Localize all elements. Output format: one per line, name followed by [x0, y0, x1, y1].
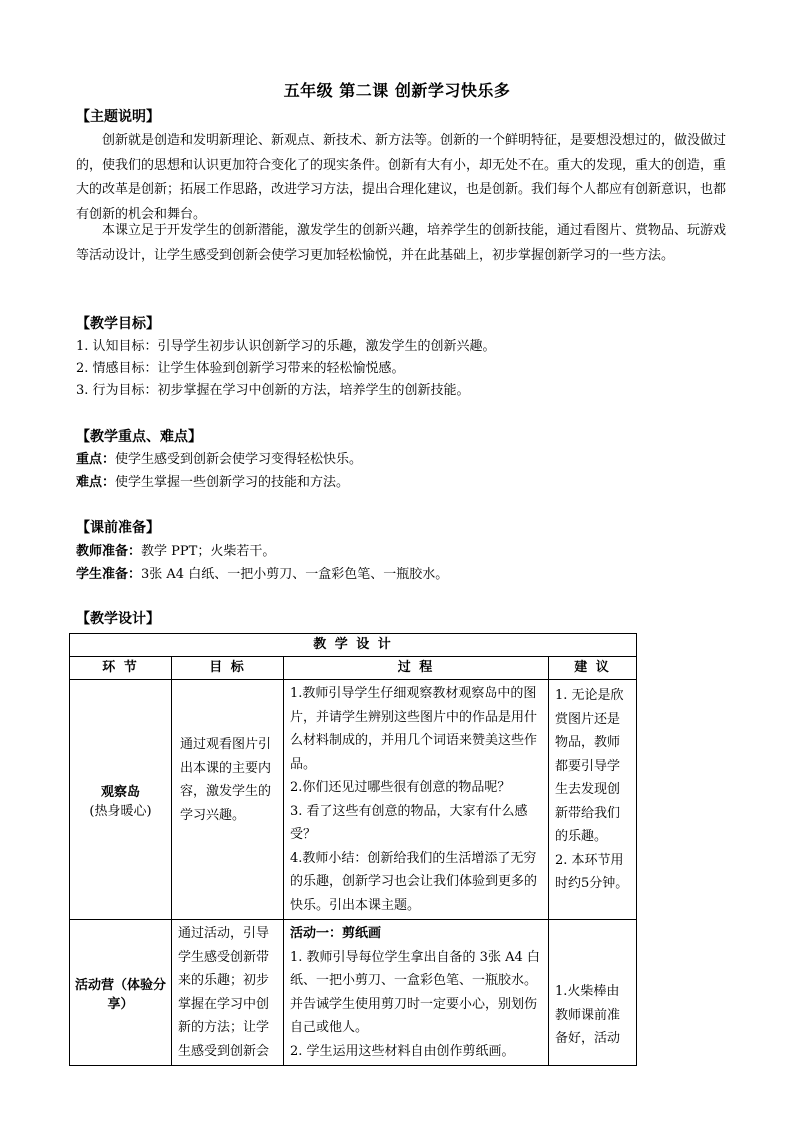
goal-cell: 通过活动，引导学生感受创新带来的乐趣；初步掌握在学习中创新的方法；让学生感受到创新会 [172, 920, 284, 1066]
prep-heading: 【课前准备】 [76, 520, 160, 536]
key-point-label: 重点： [76, 452, 116, 467]
table-row [70, 680, 637, 920]
table-title-row [70, 634, 637, 657]
suggestion-cell: 1.火柴棒由教师课前准备好，活动 [549, 920, 637, 1066]
table-row [70, 920, 637, 1066]
column-header-process: 过 程 [284, 657, 549, 680]
teacher-prep-line [76, 541, 275, 563]
process-cell [284, 920, 549, 1066]
process-step: 2.你们还见过哪些很有创意的物品呢？ [290, 780, 511, 795]
lesson-design-table [69, 633, 637, 1066]
column-header-suggestion: 建 议 [549, 657, 637, 680]
difficulty-line [76, 472, 349, 494]
column-header-segment: 环 节 [70, 657, 172, 680]
goal-cell: 通过观看图片引出本课的主要内容，激发学生的学习兴趣。 [172, 680, 284, 920]
key-point-line [76, 449, 362, 471]
design-heading: 【教学设计】 [76, 611, 160, 627]
goals-heading: 【教学目标】 [76, 316, 160, 332]
segment-cell [70, 680, 172, 920]
suggestion-item: 1. 无论是欣赏图片还是物品，教师都要引导学生去发现创新带给我们的乐趣。 [555, 688, 624, 844]
theme-heading: 【主题说明】 [76, 109, 160, 125]
goal-item-3: 3. 行为目标：初步掌握在学习中创新的方法，培养学生的创新技能。 [76, 383, 470, 398]
key-point-text: 使学生感受到创新会使学习变得轻松快乐。 [115, 452, 363, 467]
process-step: 2. 学生运用这些材料自由创作剪纸画。 [290, 1043, 515, 1059]
process-step: 1. 教师引导每位学生拿出自备的 3张 A4 白纸、一把小剪刀、一盒彩色笔、一瓶胶水。并告诫学生使用剪刀时一定要小心，别划伤自己或他人。 [290, 949, 540, 1035]
table-title: 教 学 设 计 [70, 634, 637, 657]
suggestion-cell [549, 680, 637, 920]
process-step: 3. 看了这些有创意的物品，大家有什么感受？ [290, 803, 528, 842]
column-header-goal: 目 标 [172, 657, 284, 680]
theme-paragraph-2: 本课立足于开发学生的创新潜能，激发学生的创新兴趣，培养学生的创新技能，通过看图片、赏物品、玩游戏等活动设计，让学生感受到创新会使学习更加轻松愉悦，并在此基础上，初步掌握创新学习的一些方法。 [76, 223, 727, 263]
difficulty-label: 难点： [76, 475, 116, 490]
process-step: 1.教师引导学生仔细观察教材观察岛中的图片，并请学生辨别这些图片中的作品是用什么材料制成的，并用几个词语来赞美这些作品。 [290, 686, 538, 772]
table-header-row [70, 657, 637, 680]
segment-name: 活动营（体验分享） [74, 977, 166, 1012]
process-step: 4.教师小结：创新给我们的生活增添了无穷的乐趣，创新学习也会让我们体验到更多的快乐。引出本课主题。 [290, 850, 538, 913]
goal-item-2: 2. 情感目标：让学生体验到创新学习带来的轻松愉悦感。 [76, 361, 405, 376]
goal-item-1: 1. 认知目标：引导学生初步认识创新学习的乐趣，激发学生的创新兴趣。 [76, 339, 496, 354]
suggestion-item: 2. 本环节用时约5分钟。 [555, 852, 629, 891]
segment-subtitle: (热身暖心) [89, 803, 152, 819]
student-prep-label: 学生准备： [76, 567, 142, 582]
segment-name: 观察岛 [100, 784, 140, 800]
segment-cell [70, 920, 172, 1066]
student-prep-line [76, 564, 448, 586]
process-cell [284, 680, 549, 920]
activity-title: 活动一：剪纸画 [290, 926, 382, 941]
student-prep-text: 3张 A4 白纸、一把小剪刀、一盒彩色笔、一瓶胶水。 [141, 567, 449, 582]
difficulty-text: 使学生掌握一些创新学习的技能和方法。 [115, 475, 350, 490]
teacher-prep-label: 教师准备： [76, 544, 142, 559]
teacher-prep-text: 教学 PPT；火柴若干。 [141, 544, 276, 559]
keypoints-heading: 【教学重点、难点】 [76, 429, 202, 445]
lesson-title: 五年级 第二课 创新学习快乐多 [283, 81, 511, 100]
theme-paragraph-1: 创新就是创造和发明新理论、新观点、新技术、新方法等。创新的一个鲜明特征，是要想没想过的，做没做过的，使我们的思想和认识更加符合变化了的现实条件。创新有大有小，却无处不在。重大的发现，重大的创造，重大的改革是创新；拓展工作思路，改进学习方法，提出合理化建议，也是创新。我们每个人都应有创新意识，也都有创新的机会和舞台。 [76, 133, 727, 222]
